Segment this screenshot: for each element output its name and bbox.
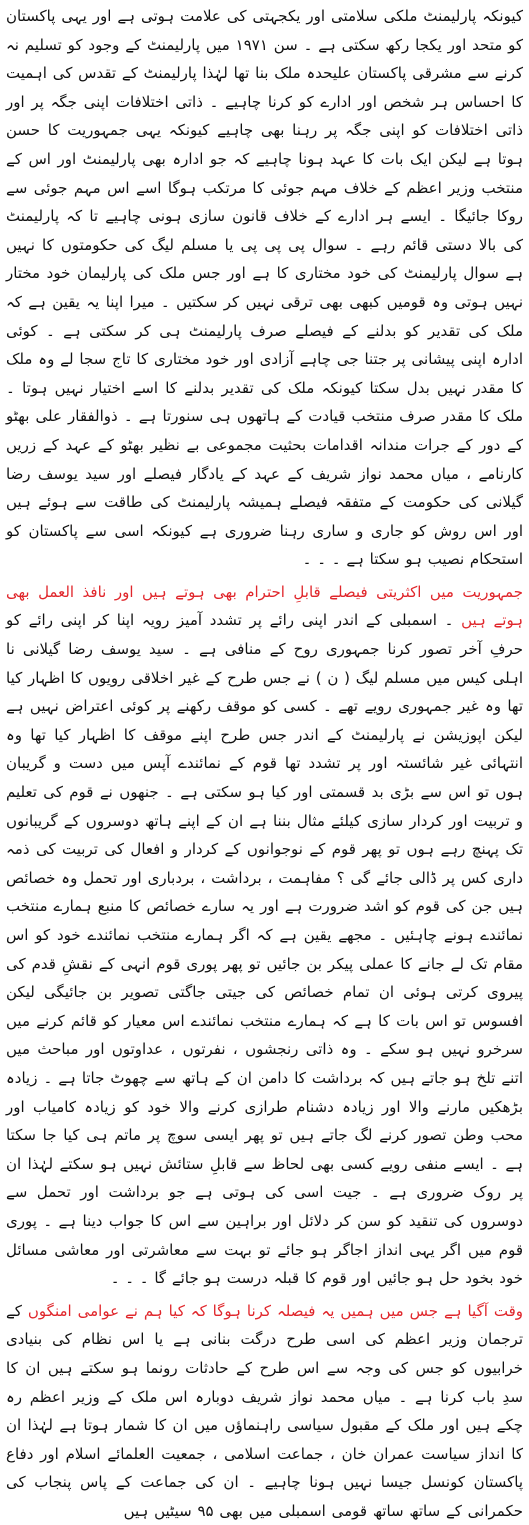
- paragraph-text: کے ترجمان وزیر اعظم کی اسی طرح درگت بنانی ہے یا اس نظام کی بنیادی خرابیوں کو جس کی وجہ سے اس طرح کے حادثات رونما ہو سکتے ہیں ان کا سدِ باب کرنا ہے ۔ میاں محمد نواز شریف دوبارہ اس ملک کے وزیر اعظم رہ چکے ہیں اور ملک کے مقبول سیاسی راہنماؤں میں ان کا شمار ہوتا ہے لہٰذا ان کا انداز سیاست عمران خان ، جماعت اسلامی ، جمعیت العلمائے اسلام اور دفاع پاکستان کونسل جیسا نہیں ہونا چاہیے ۔ ان کی جماعت کے پاس پنجاب کی حکمرانی کے ساتھ ساتھ قومی اسمبلی میں بھی ۹۵ سیٹیں ہیں: [6, 1301, 523, 1520]
- paragraph-text: کیونکہ پارلیمنٹ ملکی سلامتی اور یکجہتی کی علامت ہوتی ہے اور یہی پاکستان کو متحد اور یکجا رکھ سکتی ہے ۔ سن ۱۹۷۱ میں پارلیمنٹ کے وجود کو تسلیم نہ کرنے سے مشرقی پاکستان علیحدہ ملک بنا تھا لہٰذا پارلیمنٹ کے تقدس کی اہمیت کا احساس ہر شخص اور ادارے کو کرنا چاہیے ۔ ذاتی اختلافات اپنی جگہ پر اور ذاتی اختلافات کو اپنی جگہ پر رہنا بھی چاہیے کیونکہ یہی جمہوریت کا حسن ہوتا ہے لیکن ایک بات کا عہد ہونا چاہیے کہ جو ادارہ بھی پارلیمنٹ اور اس کے منتخب وزیر اعظم کے خلاف مہم جوئی کا مرتکب ہوگا اسے اس مہم جوئی سے روکا جائیگا ۔ ایسے ہر ادارے کے خلاف قانون سازی ہونی چاہیے تا کہ پارلیمنٹ کی بالا دستی قائم رہے ۔ سوال پی پی پی یا مسلم لیگ کی حکومتوں کا نہیں ہے سوال پارلیمنٹ کی خود مختاری کا ہے اور جس ملک کی پارلیمان خود مختار نہیں ہوتی وہ قومیں کبھی بھی ترقی نہیں کر سکتیں ۔ میرا اپنا یہ یقین ہے کہ ملک کی تقدیر کو بدلنے کے فیصلے صرف پارلیمنٹ ہی کر سکتی ہے ۔ کوئی ادارہ اپنی پیشانی پر جتنا جی چاہے آزادی اور خود مختاری کا تاج سجا لے وہ ملک کا مقدر نہیں بدل سکتا کیونکہ ملک کی تقدیر بدلنے کا اسے اختیار نہیں ہوتا ۔ ملک کا مقدر صرف منتخب قیادت کے ہاتھوں ہی سنورتا ہے ۔ ذوالفقار علی بھٹو کے دور کے جرات مندانہ اقدامات بحثیت مجموعی بے نظیر بھٹو کے عہد کے زریں کارنامے ، میاں محمد نواز شریف کے عہد کے یادگار فیصلے اور سید یوسف رضا گیلانی کی حکومت کے متفقہ فیصلے ہمیشہ پارلیمنٹ کی طاقت سے ہوئے ہیں اور اس روش کو جاری و ساری رہنا ضروری ہے کیونکہ اسی سے پاکستان کو استحکام نصیب ہو سکتا ہے ۔ ۔ ۔: [6, 7, 523, 569]
- paragraph-text: ۔ اسمبلی کے اندر اپنی رائے پر تشدد آمیز رویہ اپنا کر اپنی رائے کو حرفِ آخر تصور کرنا جمہوری روح کے منافی ہے ۔ سید یوسف رضا گیلانی نا اہلی کیس میں مسلم لیگ ( ن ) نے جس طرح کے غیر اخلاقی رویوں کا اظہار کیا تھا وہ غیر جمہوری رویے تھے ۔ کسی کو موقف رکھنے پر کوئی اعتراض نہیں ہے لیکن اپوزیشن نے پارلیمنٹ کے اندر جس طرح اپنے موقف کا اظہار کیا تھا وہ انتہائی غیر شائستہ اور پر تشدد تھا قوم کے نمائندے آپس میں دست و گریبان ہوں تو اس سے بڑی بد قسمتی اور کیا ہو سکتی ہے ۔ جنھوں نے قوم کی تعلیم و تربیت اور کردار سازی کیلئے مثال بننا ہے ان کے اپنے ہاتھ دوسروں کے گریبانوں تک پہنچ رہے ہوں تو پھر قوم کے نوجوانوں کے کردار و افعال کی تربیت کی ذمہ داری کس پر ڈالی جائے گی ؟ مفاہمت ، برداشت ، بردباری اور تحمل وہ خصائص ہیں جن کی قوم کو اشد ضرورت ہے اور یہ سارے خصائص کا منبع ہمارے منتخب نمائندے ہونے چاہئیں ۔ مجھے یقین ہے کہ اگر ہمارے منتخب نمائندے خود کو اس مقام تک لے جانے کا عملی پیکر بن جائیں تو پھر پوری قوم انہی کے نقشِ قدم کی پیروی کرتی ہوئی ان تمام خصائص کی جیتی جاگتی تصویر بن جائیگی لیکن افسوس تو اس بات کا ہے کہ ہمارے منتخب نمائندے اس معیار کو قائم کرنے میں سرخرو نہیں ہو سکے ۔ وہ ذاتی رنجشوں ، نفرتوں ، عداوتوں اور مباحث میں اتنے تلخ ہو جاتے ہیں کہ برداشت کا دامن ان کے ہاتھ سے چھوٹ جاتا ہے ۔ زیادہ بڑھکیں مارنے والا اور زیادہ دشنام طرازی کرنے والا خود کو زیادہ کامیاب اور محب وطن تصور کرنے لگ جاتے ہیں تو پھر ایسی سوچ پر ماتم ہی کیا جا سکتا ہے ۔ ایسے منفی رویے کسی بھی لحاظ سے قابلِ ستائش نہیں ہو سکتے لہٰذا ان پر روک ضروری ہے ۔ جیت اسی کی ہوتی ہے جو برداشت اور تحمل سے دوسروں کی تنقید کو سن کر دلائل اور براہین سے اس کا جواب دینا ہے ۔ پوری قوم میں اگر یہی انداز اجاگر ہو جائے تو بہت سے معاشرتی اور معاشی مسائل خود بخود حل ہو جائیں اور قوم کا قبلہ درست ہو جائے گا ۔ ۔ ۔: [6, 611, 523, 1288]
- paragraph-parliament-sanctity: [6, 2, 523, 574]
- paragraph-majority-decisions: [6, 578, 523, 1293]
- highlighted-sentence: وقت آگیا ہے جس میں ہمیں یہ فیصلہ کرنا ہوگا کہ کیا ہم نے عوامی امنگوں: [27, 1301, 523, 1320]
- paragraph-time-has-come: [6, 1297, 523, 1525]
- highlighted-sentence: جمہوریت میں اکثریتی فیصلے قابلِ احترام بھی ہوتے ہیں اور نافذ العمل بھی ہوتے ہیں: [6, 582, 523, 630]
